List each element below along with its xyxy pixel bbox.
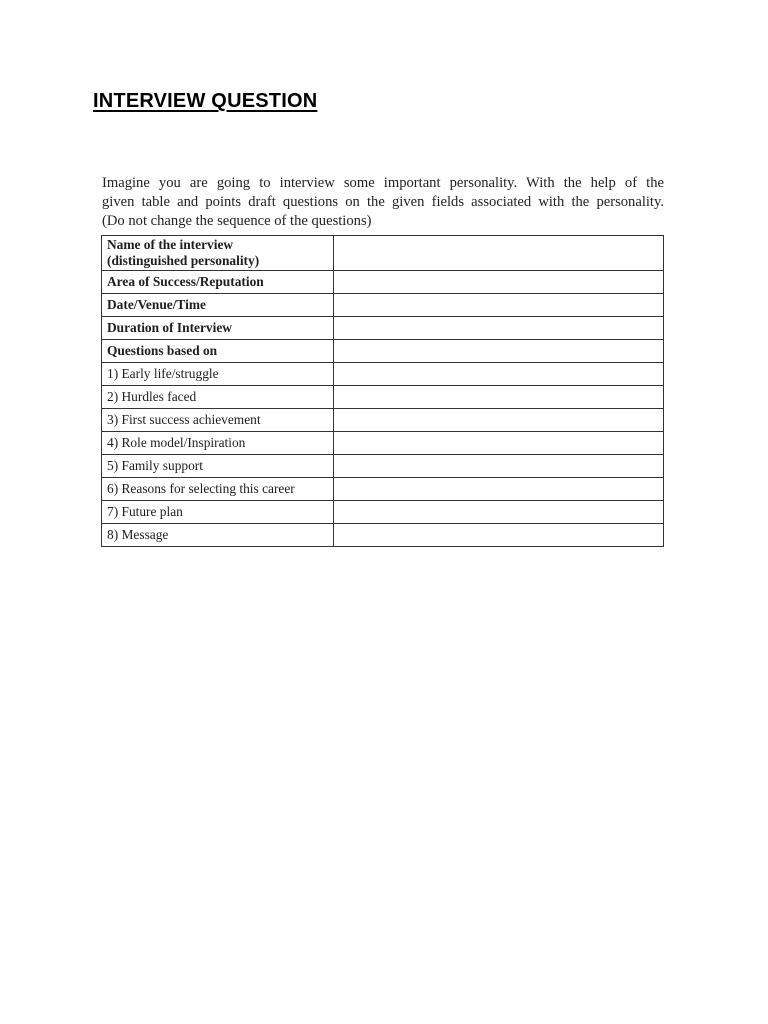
instructions-paragraph xyxy=(102,174,664,231)
table-row xyxy=(102,317,664,340)
table-row xyxy=(102,432,664,455)
row-label-area-of-success: Area of Success/Reputation xyxy=(102,271,334,294)
page-title: INTERVIEW QUESTION xyxy=(93,90,318,112)
answer-cell-date-venue-time[interactable] xyxy=(334,294,664,317)
table-row xyxy=(102,386,664,409)
row-label-career-reasons: 6) Reasons for selecting this career xyxy=(102,478,334,501)
answer-cell-early-life[interactable] xyxy=(334,363,664,386)
row-label-message: 8) Message xyxy=(102,524,334,547)
table-row xyxy=(102,294,664,317)
answer-cell-hurdles[interactable] xyxy=(334,386,664,409)
table-row xyxy=(102,363,664,386)
interview-table xyxy=(101,235,664,547)
instructions-line-1: Imagine you are going to interview some important personality. With the help of the xyxy=(102,175,664,191)
answer-cell-interviewee-name[interactable] xyxy=(334,236,664,271)
row-label-first-success: 3) First success achievement xyxy=(102,409,334,432)
table-row xyxy=(102,409,664,432)
row-label-line: Name of the interview xyxy=(107,237,234,252)
answer-cell-first-success[interactable] xyxy=(334,409,664,432)
table-row xyxy=(102,236,664,271)
row-label-future-plan: 7) Future plan xyxy=(102,501,334,524)
answer-cell-family-support[interactable] xyxy=(334,455,664,478)
answer-cell-area-of-success[interactable] xyxy=(334,271,664,294)
answer-cell-duration[interactable] xyxy=(334,317,664,340)
row-label-interviewee-name xyxy=(102,236,334,271)
row-label-early-life: 1) Early life/struggle xyxy=(102,363,334,386)
answer-cell-future-plan[interactable] xyxy=(334,501,664,524)
instructions-line-3: (Do not change the sequence of the questions) xyxy=(102,213,372,229)
table-row xyxy=(102,340,664,363)
table-row xyxy=(102,271,664,294)
answer-cell-role-model[interactable] xyxy=(334,432,664,455)
answer-cell-questions-based-on[interactable] xyxy=(334,340,664,363)
answer-cell-career-reasons[interactable] xyxy=(334,478,664,501)
answer-cell-message[interactable] xyxy=(334,524,664,547)
instructions-line-2: given table and points draft questions on the given fields associated with the personality. xyxy=(102,194,664,210)
row-label-questions-based-on: Questions based on xyxy=(102,340,334,363)
table-row xyxy=(102,524,664,547)
table-row xyxy=(102,478,664,501)
row-label-date-venue-time: Date/Venue/Time xyxy=(102,294,334,317)
table-row xyxy=(102,501,664,524)
row-label-duration: Duration of Interview xyxy=(102,317,334,340)
row-label-line: (distinguished personality) xyxy=(107,253,260,268)
row-label-hurdles: 2) Hurdles faced xyxy=(102,386,334,409)
row-label-family-support: 5) Family support xyxy=(102,455,334,478)
table-row xyxy=(102,455,664,478)
row-label-role-model: 4) Role model/Inspiration xyxy=(102,432,334,455)
